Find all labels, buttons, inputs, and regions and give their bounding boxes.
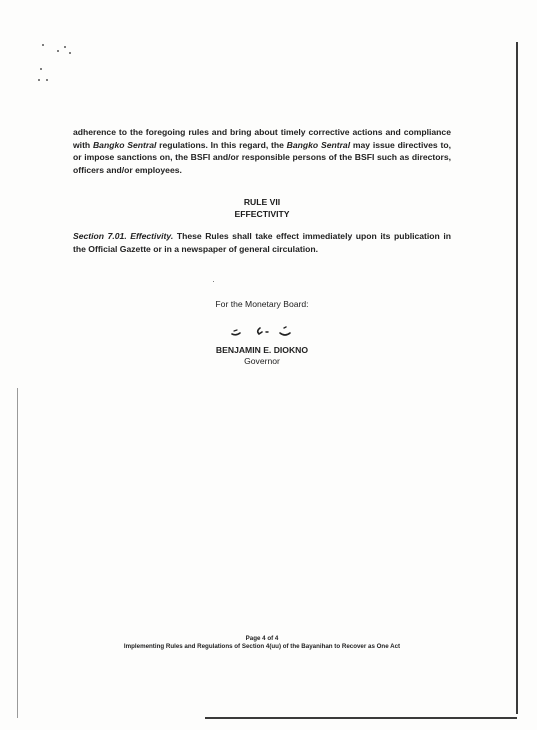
scan-speck xyxy=(42,44,44,46)
scan-speck xyxy=(213,281,214,282)
handwritten-signature xyxy=(228,322,298,340)
section-effectivity xyxy=(73,230,451,255)
scan-speck xyxy=(38,79,40,81)
scan-speck xyxy=(40,68,42,70)
section-text: These Rules shall take effect immediately upon its publication in the Official Gazette or in a newspaper of general circulation. xyxy=(73,231,451,254)
rule-number: RULE VII xyxy=(243,197,281,207)
scan-speck xyxy=(64,46,66,48)
scan-edge-right xyxy=(516,42,518,714)
scan-edge-left xyxy=(17,388,18,718)
scan-speck xyxy=(46,79,48,81)
for-monetary-board-line: For the Monetary Board: xyxy=(215,299,309,309)
scan-edge-bottom xyxy=(205,717,517,719)
paragraph-compliance: adherence to the foregoing rules and bring about timely corrective actions and compliance with Bangko Sentral regulations. In this regard, the Bangko Sentral may issue directives to, or impose sanctions on, the BSFI and/or responsible persons of the BSFI such as directors, officers and/or employees. xyxy=(73,127,451,175)
scan-speck xyxy=(57,50,59,52)
section-title: Section 7.01. Effectivity. xyxy=(73,231,174,241)
signatory-title: Governor xyxy=(244,356,280,366)
footer-document-title: Implementing Rules and Regulations of Section 4(uu) of the Bayanihan to Recover as One Act xyxy=(123,643,401,650)
rule-title: EFFECTIVITY xyxy=(234,209,290,219)
signatory-name: BENJAMIN E. DIOKNO xyxy=(215,345,309,355)
scan-speck xyxy=(69,52,71,54)
page-number: Page 4 of 4 xyxy=(245,635,279,642)
